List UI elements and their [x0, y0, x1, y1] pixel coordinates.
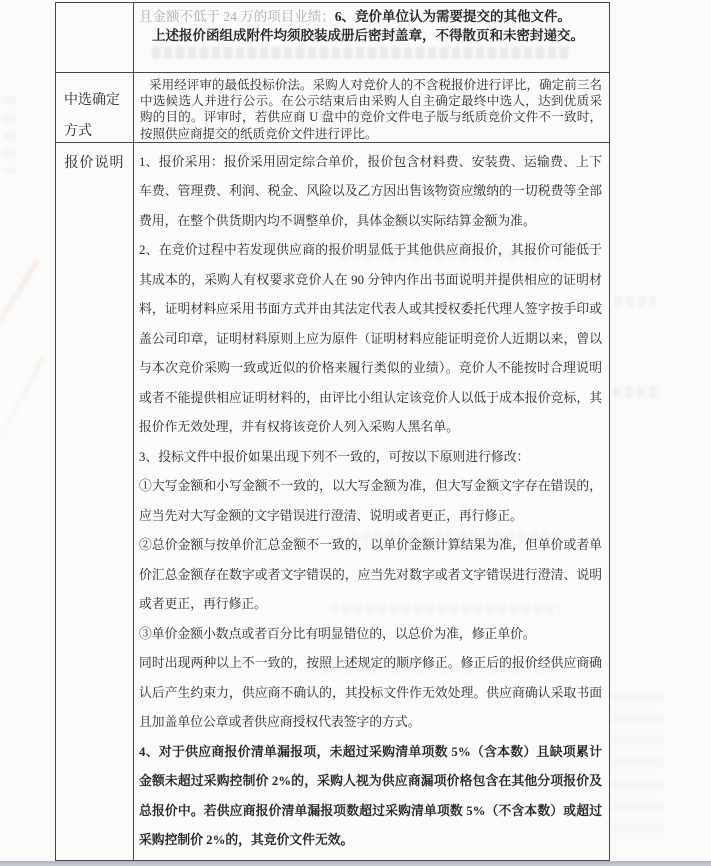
row-header-quotation-notes	[56, 143, 134, 861]
text-segment: 同时出现两种以上不一致的，按照上述规定的顺序修正。修正后的报价经供应商确认后产生约束力，供应商不确认的，其投标文件作无效处理。供应商确认采取书面且加盖单位公章或者供应商授权代表签字的方式。	[139, 656, 602, 729]
bleedthrough-smudge	[612, 692, 664, 842]
text-segment: 1、报价采用：报价采用固定综合单价，报价包含材料费、安装费、运输费、上下车费、管理费、利润、税金、风险以及乙方因出售该物资应缴纳的一切税费等全部费用，在整个供货期内均不调整单价，具体金额以实际结算金额为准。	[139, 154, 602, 228]
text-segment: 4、对于供应商报价清单漏报项，未超过采购清单项数 5%（含本数）且缺项累计金额未超过采购控制价 2%的，采购人视为供应商漏项价格包含在其他分项报价及总报价中。若供应商报价清单漏报项数超过采购清单项数 5%（不含本数）或超过采购控制价 2%的，其竞价文件无效。	[139, 744, 602, 847]
row-header-label: 中选确定方式	[64, 92, 120, 139]
row-header-label: 报价说明	[64, 155, 125, 171]
paragraph	[139, 472, 602, 531]
text-segment: 上述报价函组成附件均须胶装成册后密封盖章，不得散页和未密封递交。	[152, 28, 584, 43]
paragraph	[139, 738, 602, 856]
paragraph	[139, 531, 602, 620]
text-segment: 采用经评审的最低投标价法。采购人对竞价人的不含税报价进行评比，确定前三名中选候选人并进行公示。在公示结束后由采购人自主确定最终中选人，达到优质采购的目的。评审时，若供应商 U 盘中的竞价文件电子版与纸质竞价文件不一致时，按照供应商提交的纸质竞价文件进行评比。	[140, 77, 602, 141]
table-row-selection-method	[56, 72, 609, 142]
table-row-quotation-notes	[56, 142, 609, 861]
bleedthrough-smudge	[613, 386, 661, 398]
paragraph	[139, 649, 602, 738]
paragraph	[139, 26, 601, 45]
paragraph	[140, 77, 602, 142]
text-segment: ②总价金额与按单价汇总金额不一致的，以单价金额计算结果为准，但单价或者单价汇总金额存在数字或者文字错误的，应当先对数字或者文字错误进行澄清、说明或者更正，再行修正。	[139, 538, 602, 611]
row-content-quotation-notes	[134, 143, 609, 861]
row-content-attachment-note	[134, 3, 609, 72]
bleedthrough-smudge	[3, 96, 16, 174]
row-header-attachment-note	[56, 3, 134, 72]
text-segment: 6、竞价单位认为需要提交的其他文件。	[334, 9, 571, 24]
paragraph	[139, 236, 602, 443]
text-segment: ①大写金额和小写金额不一致的，以大写金额为准，但大写金额文字存在错误的，应当先对大写金额的文字错误进行澄清、说明或者更正，再行修正。	[139, 479, 602, 523]
paragraph	[139, 620, 602, 650]
table-row-attachment-note	[56, 3, 609, 72]
text-segment: ③单价金额小数点或者百分比有明显错位的，以总价为准，修正单价。	[139, 626, 536, 641]
text-segment: 且金额不低于 24 万的项目业绩；	[139, 9, 335, 24]
paragraph	[139, 443, 602, 473]
row-header-selection-method	[56, 73, 134, 142]
bid-terms-table	[55, 2, 610, 861]
text-segment: 3、投标文件中报价如果出现下列不一致的，可按以下原则进行修改：	[139, 449, 530, 464]
stamp-mark	[0, 356, 45, 437]
stamp-mark	[0, 259, 40, 355]
paragraph	[139, 148, 602, 237]
bleedthrough-smudge	[614, 296, 656, 307]
row-content-selection-method	[134, 73, 609, 142]
text-segment: 2、在竞价过程中若发现供应商的报价明显低于其他供应商报价，其报价可能低于其成本的，采购人有权要求竞价人在 90 分钟内作出书面说明并提供相应的证明材料，证明材料应采用书面方式并由其法定代表人或其授权委托代理人签字按手印或盖公司印章，证明材料原则上应为原件（证明材料应能证明竞价人近期以来，曾以与本次竞价采购一致或近似的价格来履行类似的业绩）。竞价人不能按时合理说明或者不能提供相应证明材料的，由评比小组认定该竞价人以低于成本报价竞标，其报价作无效处理，并有权将该竞价人列入采购人黑名单。	[139, 243, 602, 434]
page-bottom-edge	[0, 861, 711, 866]
paragraph	[139, 7, 601, 26]
